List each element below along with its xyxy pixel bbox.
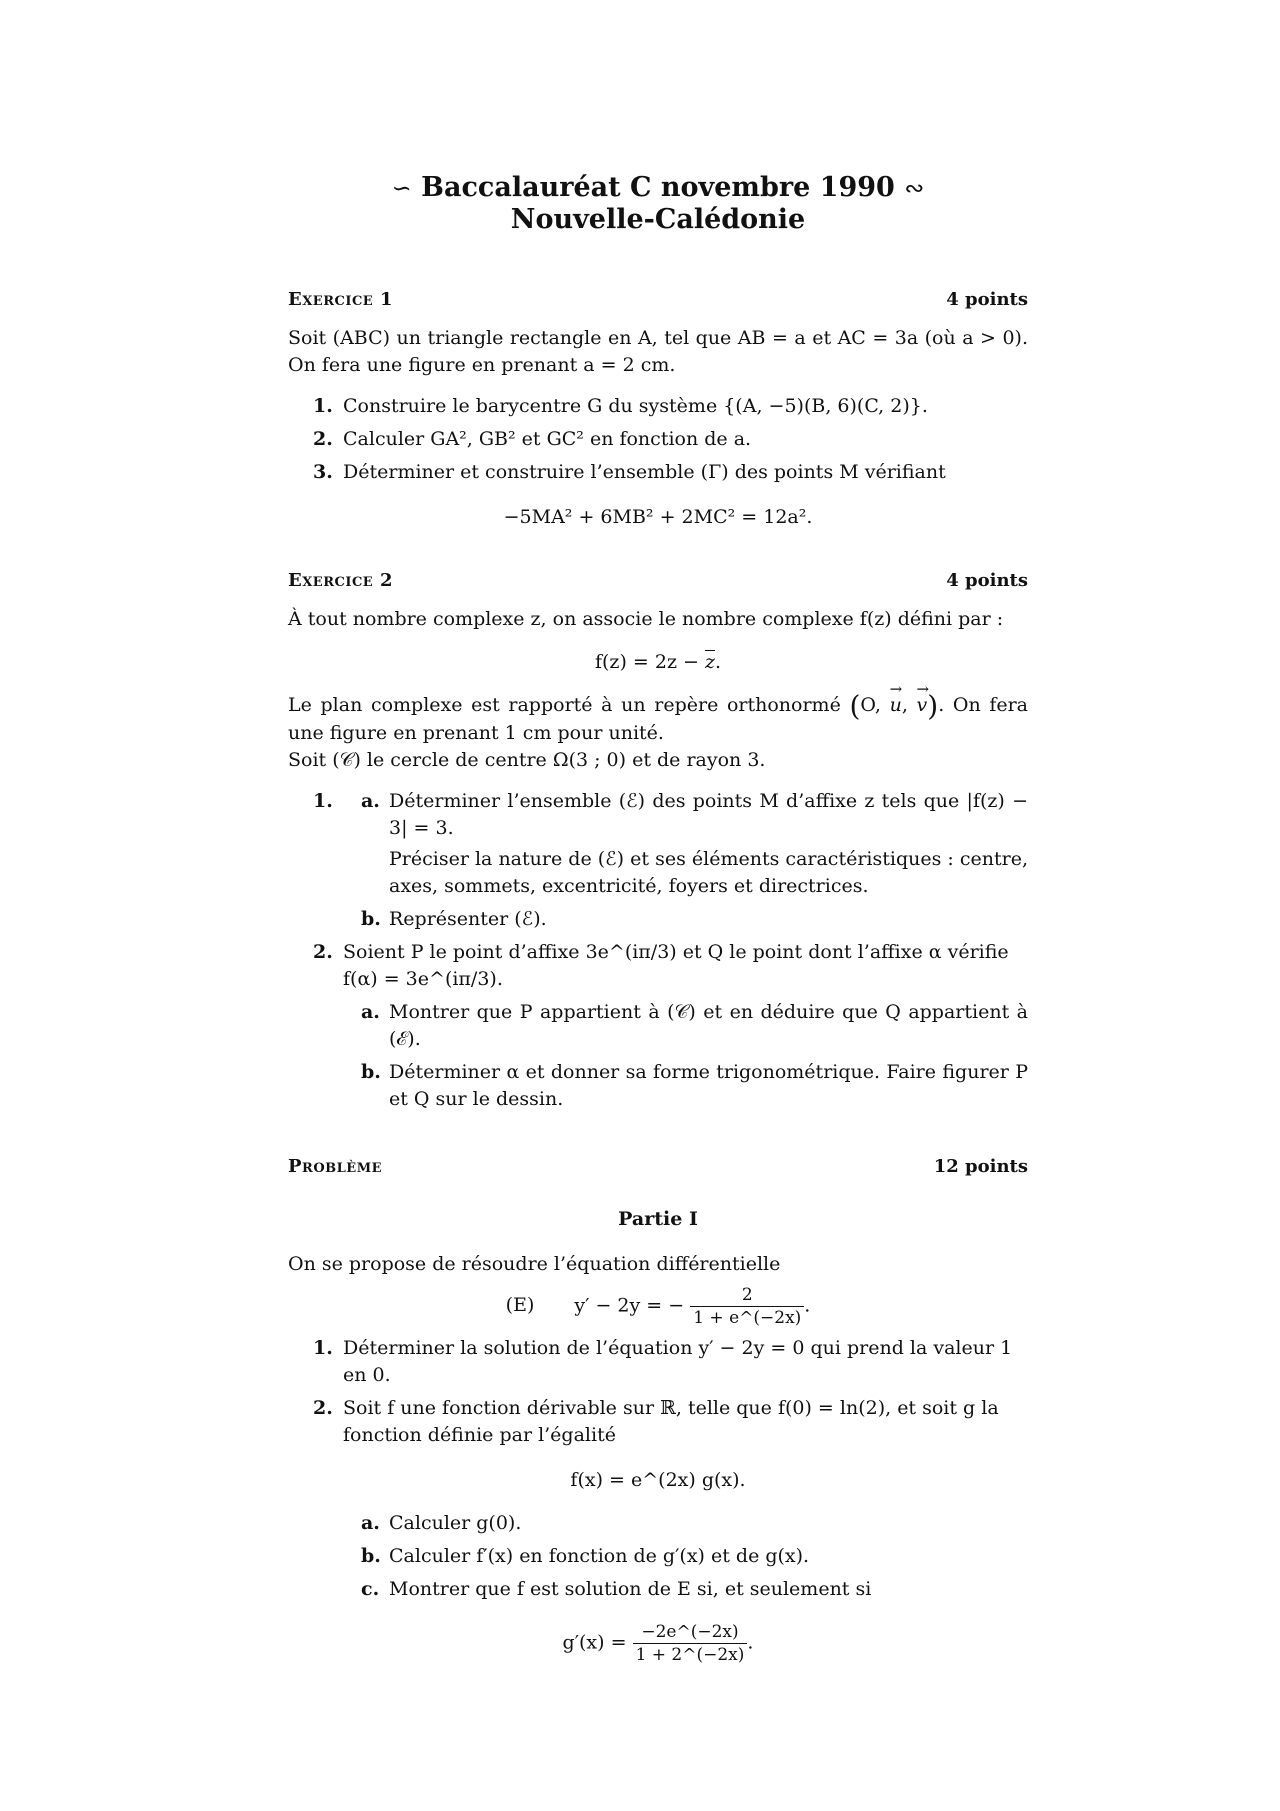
exercise-1-question-3: 3. Déterminer et construire l’ensemble (Γ) des points M vérifiant <box>313 461 946 483</box>
exercise-2-plane: Le plan complexe est rapporté à un repère orthonormé (O, → u, → v). On fera une figure en prenant 1 cm pour unité. <box>288 692 1028 747</box>
ornament-right-icon: ∾ <box>904 174 925 202</box>
problem-intro: On se propose de résoudre l’équation différentielle <box>288 1252 781 1275</box>
problem-points: 12 points <box>933 1155 1028 1177</box>
problem-label: Problème <box>288 1155 382 1177</box>
document-title <box>288 172 1028 236</box>
differential-equation: (E) y′ − 2y = − $\frac{2}{1 + e\^{}(-2x)}$ . <box>505 1284 811 1328</box>
problem-question-1: 1. Déterminer la solution de l’équation y′ − 2y = 0 qui prend la valeur 1 en 0. <box>313 1336 1013 1386</box>
problem-equation-3: g′(x) = $\frac{-2e\^{}(-2x)}{1 + 2\^{}(-2x)}$ . <box>562 1621 754 1665</box>
exercise-1-intro: Soit (ABC) un triangle rectangle en A, tel que AB = a et AC = 3a (où a > 0). On fera une figure en prenant a = 2 cm. <box>288 327 1028 376</box>
exercise-2-intro: À tout nombre complexe z, on associe le nombre complexe f(z) défini par : <box>288 608 1004 630</box>
exercise-2-question-2: 2. Soient P le point d’affixe 3e^(iπ/3) et Q le point dont l’affixe α vérifie f(α) = 3e^(iπ/3). <box>313 940 1009 990</box>
exercise-1-label: Exercice 1 <box>288 289 393 310</box>
exercise-1-equation: −5MA² + 6MB² + 2MC² = 12a². <box>503 506 813 528</box>
problem-question-2b: b. Calculer f′(x) en fonction de g′(x) et de g(x). <box>361 1544 810 1567</box>
exercise-2-points: 4 points <box>946 570 1028 591</box>
part-1-title: Partie I <box>618 1207 698 1230</box>
exercise-1-points: 4 points <box>946 289 1028 310</box>
exercise-1-question-2: 2. Calculer GA², GB² et GC² en fonction de a. <box>313 428 752 450</box>
problem-question-2a: a. Calculer g(0). <box>361 1511 522 1534</box>
exercise-2-question-2a: a. Montrer que P appartient à (𝒞) et en déduire que Q appartient à (ℰ). <box>361 1000 1028 1050</box>
exercise-2-header <box>288 567 1028 594</box>
title-line-2: Nouvelle-Calédonie <box>510 204 806 235</box>
title-line-1: Baccalauréat C novembre 1990 <box>421 172 895 203</box>
exercise-2-equation: $f(z) = 2z - \overline{z}$. <box>594 651 722 673</box>
document-page <box>288 0 1028 1682</box>
problem-equation-2: f(x) = e^(2x) g(x). <box>570 1468 746 1491</box>
problem-question-2c: c. Montrer que f est solution de E si, et seulement si <box>361 1577 872 1600</box>
exercise-1-header <box>288 286 1028 313</box>
exercise-2-label: Exercice 2 <box>288 570 393 591</box>
problem-question-2: 2. Soit f une fonction dérivable sur ℝ, telle que f(0) = ln(2), et soit g la fonction définie par l’égalité <box>313 1396 999 1446</box>
problem-header <box>288 1153 1028 1180</box>
exercise-2-question-2b: b. Déterminer α et donner sa forme trigonométrique. Faire figurer P et Q sur le dessin. <box>361 1060 1028 1110</box>
exercise-2-question-1b: b. Représenter (ℰ). <box>361 907 547 930</box>
exercise-2-question-1a: 1. a. Déterminer l’ensemble (ℰ) des points M d’affixe z tels que |f(z) − 3| = 3. Préciser la nature de (ℰ) et ses éléments caractéristiques : centre, axes, sommets, excentricité, foyers et directrices. <box>313 789 1028 897</box>
exercise-1-question-1: 1. Construire le barycentre G du système {(A, −5)(B, 6)(C, 2)}. <box>313 395 928 417</box>
ornament-left-icon: ∽ <box>391 174 412 202</box>
exercise-2-circle: Soit (𝒞) le cercle de centre Ω(3 ; 0) et de rayon 3. <box>288 748 766 771</box>
